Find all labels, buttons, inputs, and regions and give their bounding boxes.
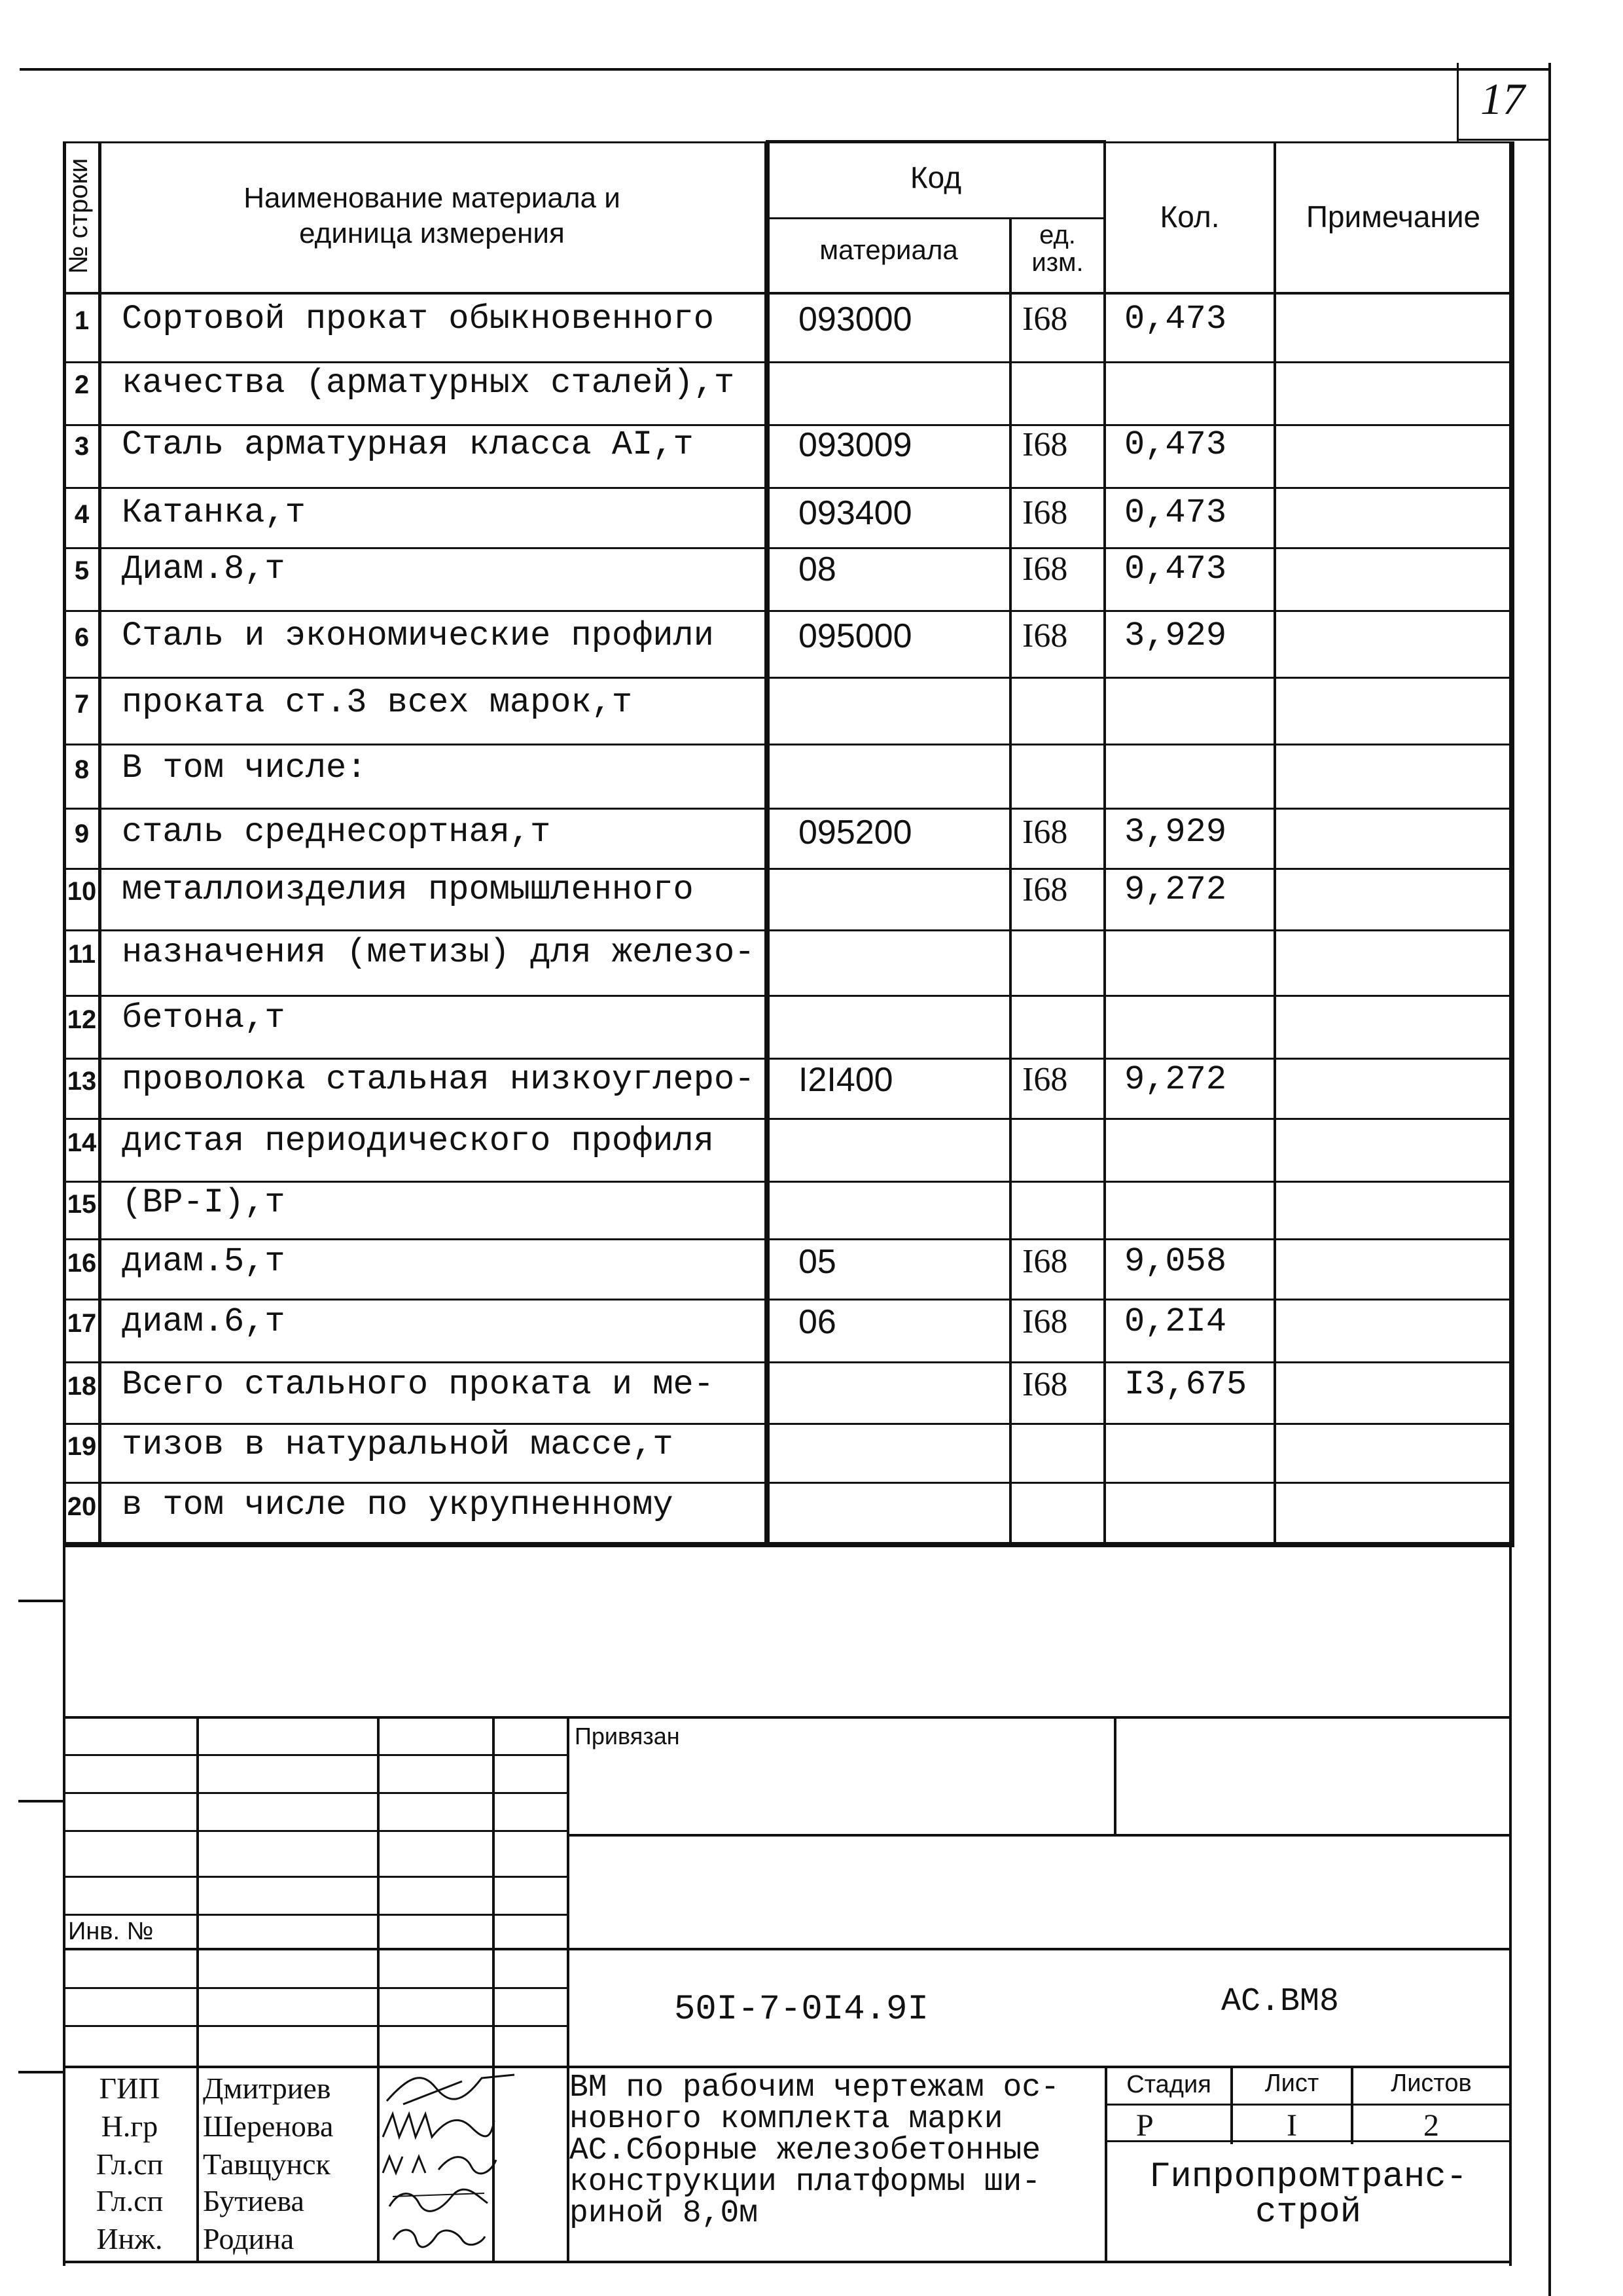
row-number: 3 [74, 432, 90, 461]
row-divider [63, 361, 1514, 363]
stamp-grid-h5 [63, 1914, 569, 1916]
margin-tick-3 [18, 2071, 64, 2073]
row-divider [63, 744, 1514, 745]
row-number: 6 [74, 623, 90, 652]
quantity: I3,675 [1124, 1365, 1247, 1404]
attached-label: Привязан [575, 1723, 680, 1749]
staff-name: Шеренова [203, 2109, 334, 2143]
material-name: тизов в натуральной массе,т [122, 1426, 673, 1464]
stamp-grid-h8 [63, 2025, 569, 2027]
signature-dmitriev [383, 2068, 521, 2108]
col-line-qty [1274, 141, 1276, 1546]
page-number: 17 [1480, 74, 1525, 124]
stamp-grid-h6 [63, 1948, 569, 1950]
header-bottom-line [63, 292, 1514, 295]
unit-code: I68 [1022, 871, 1068, 908]
signature-tavshchunsk [380, 2147, 497, 2179]
row-number: 8 [74, 755, 90, 784]
header-note: Примечание [1306, 200, 1481, 234]
row-divider [63, 487, 1514, 489]
row-divider [63, 677, 1514, 679]
row-number: 19 [67, 1432, 97, 1461]
row-number: 18 [67, 1372, 97, 1401]
row-number: 4 [74, 500, 90, 529]
row-divider [63, 808, 1514, 810]
stamp-grid-h2 [63, 1792, 569, 1794]
material-code: I2I400 [798, 1061, 893, 1099]
row-divider [63, 1299, 1514, 1300]
material-code: 093000 [798, 300, 912, 338]
stamp-line-attached-bottom [567, 1834, 1512, 1837]
stamp-grid-h7 [63, 1987, 569, 1989]
stamp-grid-h4 [63, 1876, 569, 1878]
stamp-line-title-top [567, 2066, 1512, 2068]
staff-role: ГИП [99, 2072, 160, 2105]
stamp-col-3 [492, 1716, 495, 2263]
document-code: 50I-7-0I4.9I [674, 1990, 929, 2030]
material-name: Диам.8,т [122, 550, 285, 588]
unit-code: I68 [1022, 300, 1068, 338]
material-name: качества (арматурных сталей),т [122, 364, 735, 403]
unit-code: I68 [1022, 1303, 1068, 1340]
row-number: 15 [67, 1190, 97, 1219]
stage-value: Р [1136, 2108, 1154, 2143]
row-number: 1 [74, 306, 90, 335]
material-name: Всего стального проката и ме- [122, 1365, 714, 1404]
header-unit: ед. изм. [1031, 221, 1084, 277]
material-name: сталь среднесортная,т [122, 813, 551, 852]
right-frame-line [1548, 63, 1551, 2296]
row-divider [63, 1181, 1514, 1183]
page-number-box-left [1457, 63, 1459, 141]
stamp-line-stage-bottom [1105, 2104, 1512, 2106]
stamp-grid-h3 [63, 1830, 569, 1832]
material-name: металлоизделия промышленного [122, 870, 694, 909]
row-number: 17 [67, 1309, 97, 1338]
col-line-unit [1103, 141, 1106, 1546]
material-name: дистая периодического профиля [122, 1122, 714, 1160]
stamp-top-line [63, 1716, 1512, 1719]
material-code: 093400 [798, 494, 912, 532]
margin-tick-1 [18, 1600, 64, 1602]
header-qty: Кол. [1160, 200, 1220, 234]
col-line-rownum [98, 141, 101, 1546]
document-mark: АС.ВМ8 [1221, 1983, 1340, 2020]
material-name: Сталь арматурная класса AI,т [122, 425, 694, 464]
col-line-right [1509, 141, 1514, 1546]
unit-code: I68 [1022, 494, 1068, 531]
material-name: Сортовой прокат обыкновенного [122, 300, 714, 338]
header-code-split-line [766, 217, 1106, 219]
header-code-top-line [766, 140, 1106, 143]
row-number: 5 [74, 556, 90, 585]
header-name: Наименование материала и единица измерения [243, 182, 620, 249]
header-row-no: № строки [64, 158, 93, 274]
stage-label: Стадия [1126, 2071, 1211, 2098]
quantity: 0,473 [1124, 300, 1227, 338]
quantity: 0,473 [1124, 425, 1227, 464]
material-code: 05 [798, 1243, 836, 1281]
row-number: 20 [67, 1492, 97, 1521]
signature-rodina [390, 2220, 488, 2253]
header-code: Код [910, 160, 962, 194]
row-divider [63, 1058, 1514, 1060]
row-divider [63, 1238, 1514, 1240]
sheet-label: Лист [1264, 2070, 1319, 2097]
unit-code: I68 [1022, 550, 1068, 588]
quantity: 0,473 [1124, 550, 1227, 588]
unit-code: I68 [1022, 814, 1068, 851]
staff-name: Бутиева [203, 2184, 304, 2217]
row-divider [63, 1118, 1514, 1120]
row-number: 13 [67, 1067, 97, 1096]
material-code: 095200 [798, 814, 912, 852]
quantity: 3,929 [1124, 813, 1227, 852]
staff-role: Н.гр [101, 2109, 158, 2143]
unit-code: I68 [1022, 1243, 1068, 1280]
row-number: 16 [67, 1249, 97, 1278]
organization-name: Гипропромтранс- строй [1149, 2157, 1468, 2233]
material-name: диам.5,т [122, 1242, 285, 1281]
document-title: ВМ по рабочим чертежам ос- новного комплекта марки АС.Сборные железобетонные конструкции платформы ши- риной 8,0м [569, 2070, 1060, 2231]
material-name: (BP-I),т [122, 1183, 285, 1222]
col-line-code [1009, 219, 1012, 1546]
stamp-bottom-line [63, 2261, 1512, 2263]
row-number: 11 [67, 940, 96, 969]
material-name: В том числе: [122, 749, 367, 787]
row-number: 10 [67, 877, 97, 906]
staff-role: Гл.сп [96, 2147, 164, 2181]
quantity: 3,929 [1124, 617, 1227, 655]
top-margin-line [20, 68, 1551, 71]
quantity: 9,272 [1124, 870, 1227, 909]
unit-code: I68 [1022, 426, 1068, 463]
material-name: проволока стальная низкоуглеро- [122, 1060, 755, 1099]
stamp-grid-h1 [63, 1754, 569, 1756]
row-divider [63, 929, 1514, 931]
sheet-value: I [1287, 2108, 1297, 2143]
quantity: 9,272 [1124, 1060, 1227, 1099]
page-number-box-bottom [1457, 139, 1551, 141]
row-number: 9 [74, 819, 90, 848]
material-code: 093009 [798, 426, 912, 464]
row-number: 2 [74, 370, 90, 399]
staff-name: Родина [203, 2222, 294, 2255]
stamp-col-2 [377, 1716, 380, 2263]
material-name: проката ст.3 всех марок,т [122, 683, 633, 722]
row-number: 7 [74, 690, 90, 719]
header-material: материала [819, 234, 958, 265]
material-code: 06 [798, 1303, 836, 1341]
sheets-value: 2 [1423, 2108, 1439, 2143]
quantity: 0,473 [1124, 493, 1227, 532]
margin-tick-2 [18, 1800, 64, 1803]
material-name: бетона,т [122, 999, 285, 1037]
staff-name: Тавщунск [203, 2147, 330, 2181]
staff-role: Инж. [96, 2222, 163, 2255]
row-divider [63, 1361, 1514, 1363]
sheets-label: Листов [1391, 2070, 1472, 2097]
row-divider [63, 1423, 1514, 1425]
row-number: 12 [67, 1005, 97, 1034]
quantity: 0,2I4 [1124, 1302, 1227, 1341]
staff-name: Дмитриев [203, 2072, 331, 2105]
material-name: в том числе по укрупненному [122, 1486, 673, 1524]
row-divider [63, 610, 1514, 612]
quantity: 9,058 [1124, 1242, 1227, 1281]
signature-sherenova [380, 2108, 497, 2147]
row-divider [63, 1482, 1514, 1484]
col-line-name [764, 141, 770, 1546]
stamp-line-doc-top [567, 1948, 1512, 1950]
material-name: Сталь и экономические профили [122, 617, 714, 655]
unit-code: I68 [1022, 617, 1068, 655]
table-bottom-line [63, 1542, 1514, 1547]
unit-code: I68 [1022, 1366, 1068, 1403]
signature-butieva [386, 2183, 491, 2216]
material-name: диам.6,т [122, 1302, 285, 1341]
row-divider [63, 547, 1514, 549]
row-number: 14 [67, 1128, 97, 1157]
material-code: 095000 [798, 617, 912, 655]
material-name: назначения (метизы) для железо- [122, 933, 755, 972]
stamp-col-1 [196, 1716, 199, 2263]
inventory-number-label: Инв. № [68, 1918, 154, 1945]
material-name: Катанка,т [122, 493, 306, 532]
row-divider [63, 868, 1514, 870]
stamp-attached-right [1114, 1716, 1116, 1835]
stamp-right-line [1509, 1546, 1512, 2266]
staff-role: Гл.сп [96, 2184, 164, 2217]
row-divider [63, 995, 1514, 997]
material-code: 08 [798, 550, 836, 588]
unit-code: I68 [1022, 1061, 1068, 1098]
